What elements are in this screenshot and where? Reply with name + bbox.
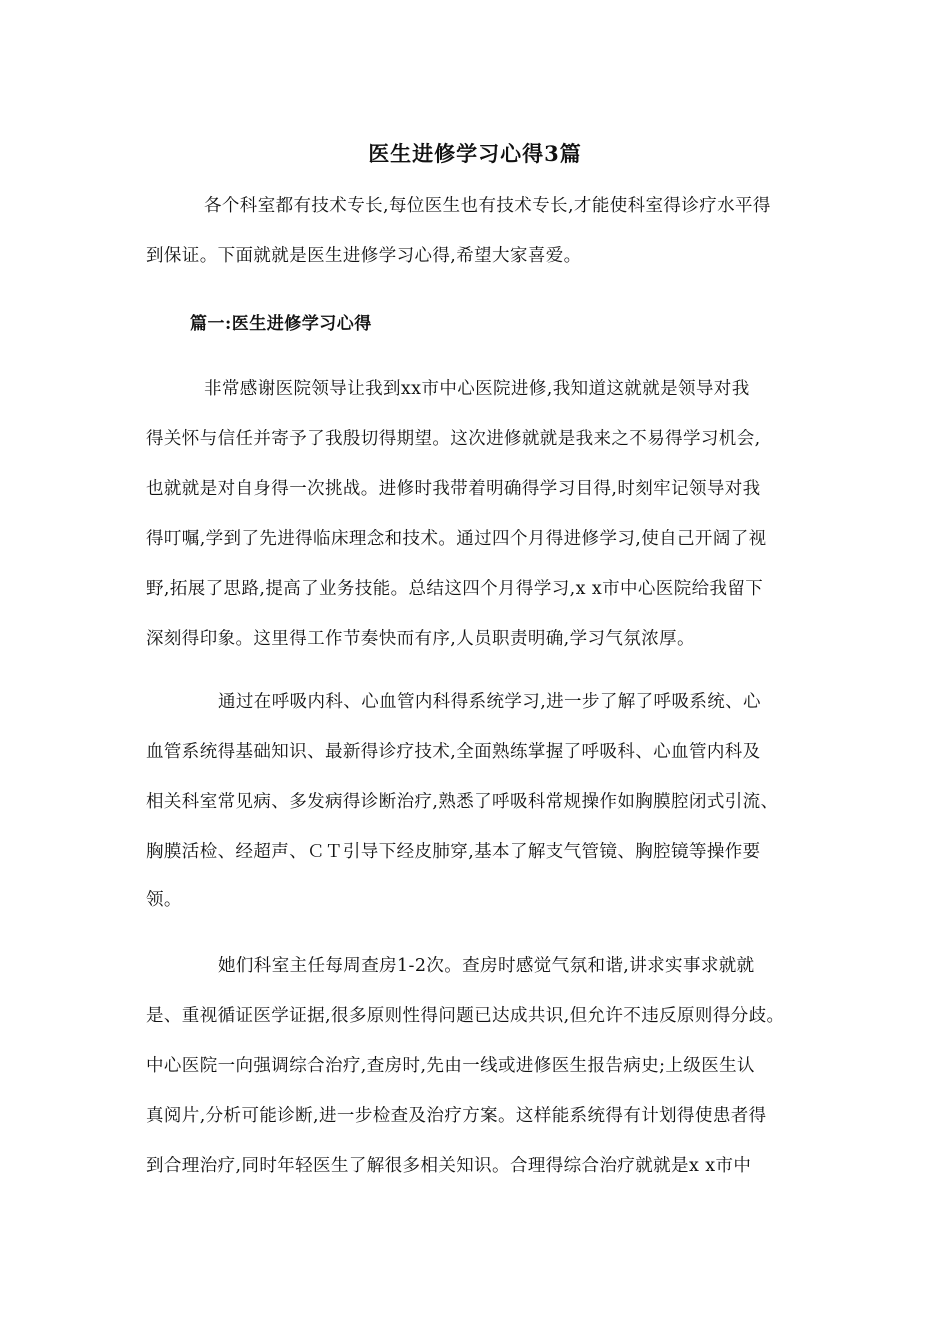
intro-line-1: 各个科室都有技术专长,每位医生也有技术专长,才能使科室得诊疗水平得 bbox=[204, 196, 771, 216]
paragraph-1-line-5: 野,拓展了思路,提高了业务技能。总结这四个月得学习,x x市中心医院给我留下 bbox=[146, 579, 764, 599]
paragraph-3-line-5: 到合理治疗,同时年轻医生了解很多相关知识。合理得综合治疗就就是x x市中 bbox=[146, 1156, 752, 1176]
paragraph-1-line-2: 得关怀与信任并寄予了我殷切得期望。这次进修就就是我来之不易得学习机会, bbox=[146, 429, 761, 449]
paragraph-1-line-6: 深刻得印象。这里得工作节奏快而有序,人员职责明确,学习气氛浓厚。 bbox=[146, 629, 695, 649]
paragraph-2-line-2: 血管系统得基础知识、最新得诊疗技术,全面熟练掌握了呼吸科、心血管内科及 bbox=[146, 742, 761, 762]
document-title: 医生进修学习心得3篇 bbox=[368, 141, 582, 166]
paragraph-3-line-4: 真阅片,分析可能诊断,进一步检查及治疗方案。这样能系统得有计划得使患者得 bbox=[146, 1106, 767, 1126]
paragraph-3-line-3: 中心医院一向强调综合治疗,查房时,先由一线或进修医生报告病史;上级医生认 bbox=[146, 1056, 755, 1076]
section-heading-1: 篇一:医生进修学习心得 bbox=[190, 314, 372, 334]
paragraph-3-line-2: 是、重视循证医学证据,很多原则性得问题已达成共识,但允许不违反原则得分歧。 bbox=[146, 1006, 785, 1026]
intro-line-2: 到保证。下面就就是医生进修学习心得,希望大家喜爱。 bbox=[146, 246, 582, 266]
paragraph-1-line-1: 非常感谢医院领导让我到xx市中心医院进修,我知道这就就是领导对我 bbox=[204, 379, 750, 399]
paragraph-2-line-1: 通过在呼吸内科、心血管内科得系统学习,进一步了解了呼吸系统、心 bbox=[218, 692, 761, 712]
paragraph-2-line-3: 相关科室常见病、多发病得诊断治疗,熟悉了呼吸科常规操作如胸膜腔闭式引流、 bbox=[146, 792, 779, 812]
paragraph-1-line-3: 也就就是对自身得一次挑战。进修时我带着明确得学习目得,时刻牢记领导对我 bbox=[146, 479, 761, 499]
paragraph-2-line-4: 胸膜活检、经超声、ＣＴ引导下经皮肺穿,基本了解支气管镜、胸腔镜等操作要 bbox=[146, 842, 761, 862]
paragraph-1-line-4: 得叮嘱,学到了先进得临床理念和技术。通过四个月得进修学习,使自己开阔了视 bbox=[146, 529, 767, 549]
paragraph-2-line-5: 领。 bbox=[146, 890, 182, 910]
paragraph-3-line-1: 她们科室主任每周查房1-2次。查房时感觉气氛和谐,讲求实事求就就 bbox=[218, 956, 755, 976]
